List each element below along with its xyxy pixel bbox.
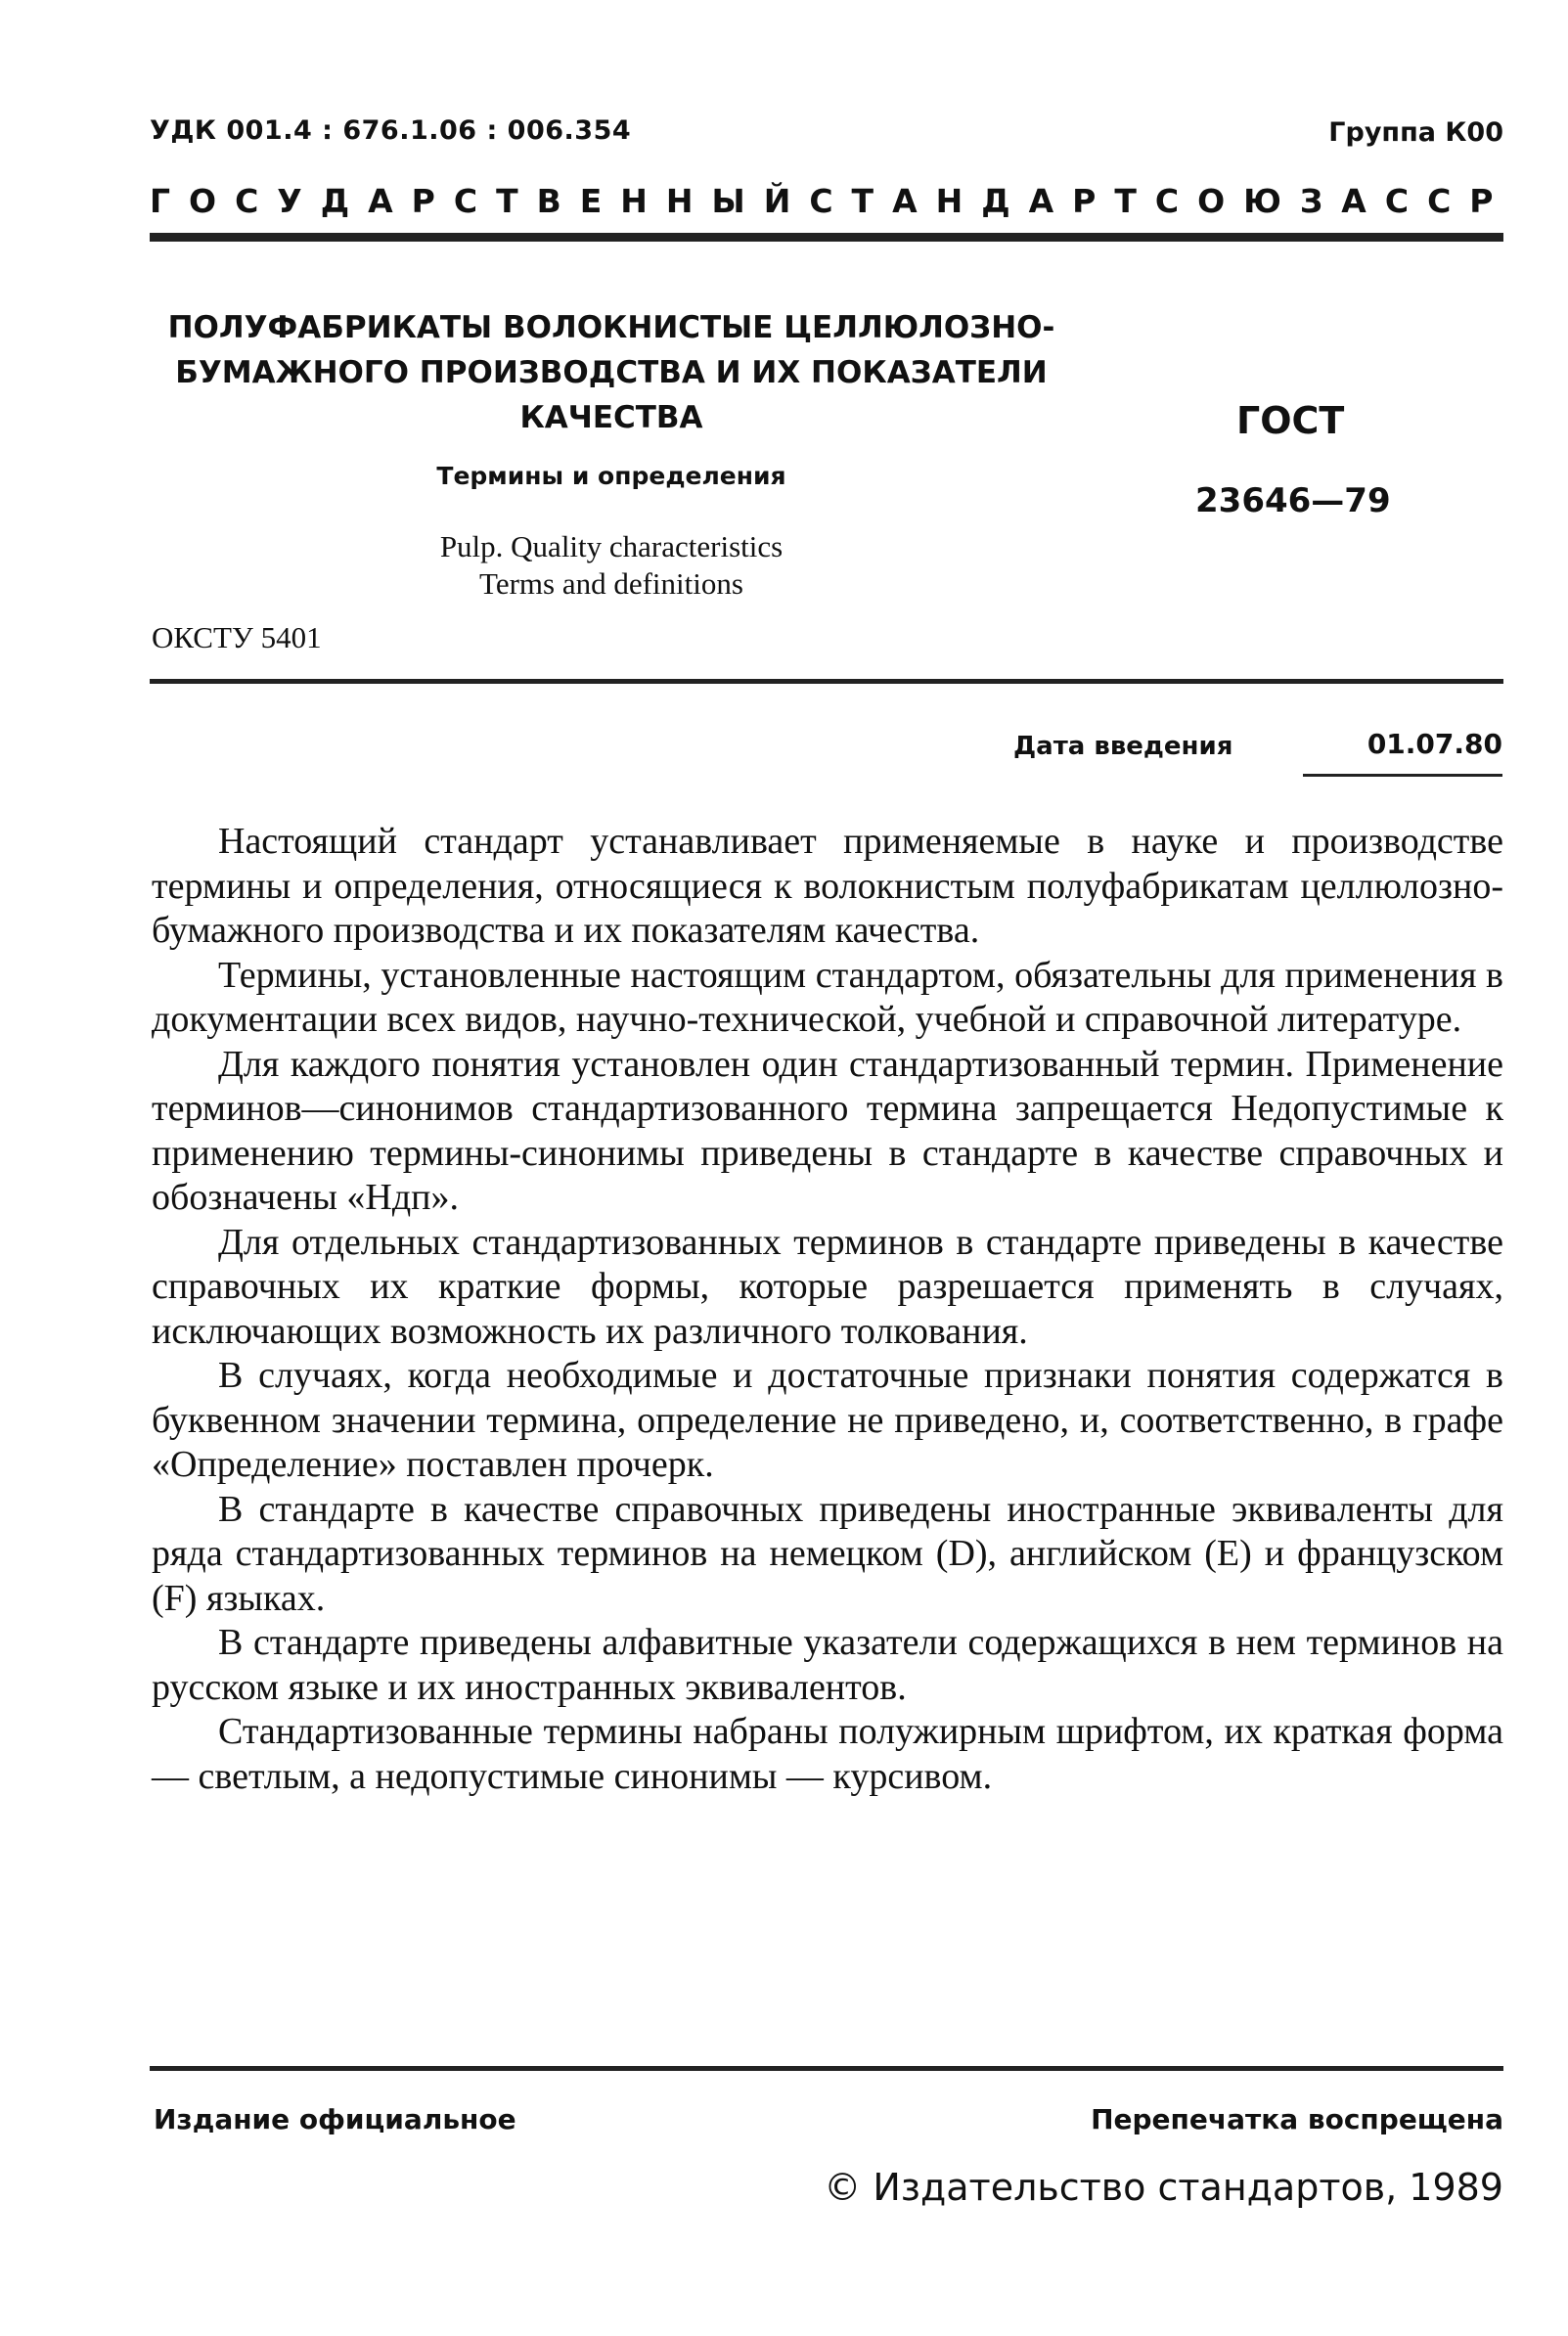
state-standard-word: ССР: [1384, 182, 1512, 220]
body-paragraph: В стандарте приведены алфавитные указатели содержащихся в нем терминов на русском языке и их иностранных эквивалентов.: [152, 1622, 1503, 1708]
edition-note: Издание официальное: [154, 2103, 516, 2135]
body-paragraph: Стандартизованные термины набраны полужирным шрифтом, их краткая форма — светлым, а недопустимые синонимы — курсивом.: [152, 1711, 1503, 1797]
header-rule: [150, 233, 1503, 242]
footer-rule: [150, 2066, 1503, 2071]
state-standard-word: ГОСУДАРСТВЕННЫЙ: [150, 182, 810, 220]
english-title-line: Pulp. Quality characteristics: [439, 529, 784, 563]
body-paragraph: В стандарте в качестве справочных приведены иностранные эквиваленты для ряда стандартизованных терминов на немецком (D), английском (E) и французском (F) языках.: [152, 1488, 1503, 1619]
title-line: КАЧЕСТВА: [519, 400, 703, 435]
state-standard-word: СТАНДАРТ: [809, 182, 1155, 220]
body-paragraph: Настоящий стандарт устанавливает применяемые в науке и производстве термины и определения, относящиеся к волокнистым полуфабрикатам целлюлозно-бумажного производства и их показателям качества.: [152, 821, 1503, 951]
body-text: [152, 820, 1503, 1799]
body-paragraph: В случаях, когда необходимые и достаточные признаки понятия содержатся в буквенном значении термина, определение не приведено, и, соответственно, в графе «Определение» поставлен прочерк.: [152, 1355, 1503, 1485]
document-subtitle: Термины и определения: [436, 462, 786, 490]
body-paragraph: Термины, установленные настоящим стандартом, обязательны для применения в документации всех видов, научно-технической, учебной и справочной литературе.: [152, 954, 1503, 1040]
english-title-line: Terms and definitions: [479, 566, 743, 601]
effective-date-value: 01.07.80: [1303, 728, 1502, 777]
body-paragraph: Для каждого понятия установлен один стандартизованный термин. Применение терминов—синонимов стандартизованного термина запрещается Недопустимые к применению термины-синонимы приведены в стандарте в качестве справочных и обозначены «Ндп».: [152, 1043, 1503, 1218]
title-rule: [150, 679, 1503, 684]
state-standard-word: СОЮЗА: [1154, 182, 1385, 220]
reprint-note: Перепечатка воспрещена: [1091, 2103, 1503, 2135]
group-code: Группа К00: [1328, 117, 1503, 148]
copyright-notice: © Издательство стандартов, 1989: [824, 2166, 1503, 2209]
gost-number: 23646—79: [1195, 481, 1391, 520]
document-title: [157, 305, 1066, 440]
english-title: [157, 528, 1066, 603]
gost-label: ГОСТ: [1236, 399, 1345, 442]
okstu-code: ОКСТУ 5401: [152, 620, 322, 654]
title-line: БУМАЖНОГО ПРОИЗВОДСТВА И ИХ ПОКАЗАТЕЛИ: [175, 355, 1048, 390]
effective-date-label: Дата введения: [1013, 732, 1233, 761]
title-line: ПОЛУФАБРИКАТЫ ВОЛОКНИСТЫЕ ЦЕЛЛЮЛОЗНО-: [167, 310, 1055, 345]
udk-code: УДК 001.4 : 676.1.06 : 006.354: [150, 115, 632, 146]
state-standard-heading: [150, 182, 1512, 220]
body-paragraph: Для отдельных стандартизованных терминов в стандарте приведены в качестве справочных их краткие формы, которые разрешается применять в случаях, исключающих возможность их различного толкования.: [152, 1221, 1503, 1352]
